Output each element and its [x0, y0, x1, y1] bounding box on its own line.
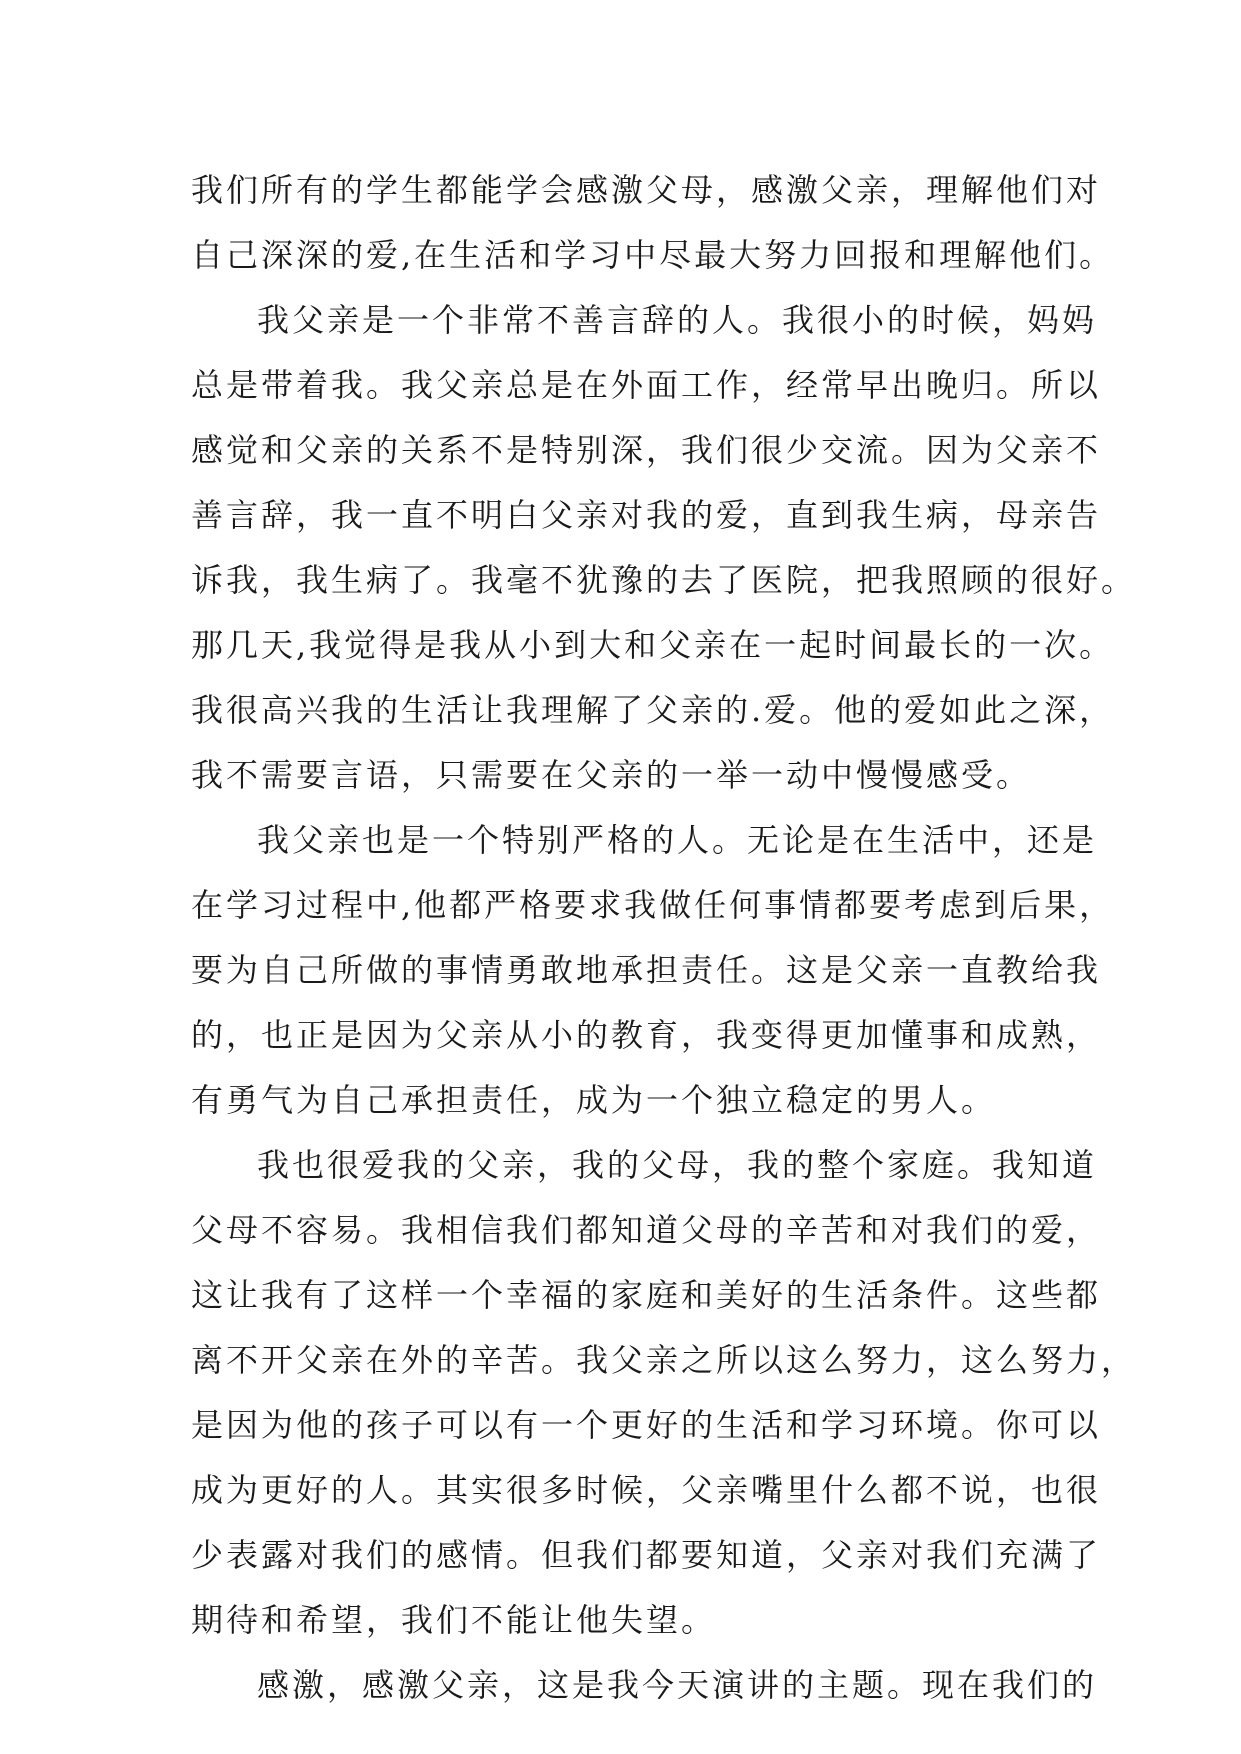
text-line: 诉我，我生病了。我毫不犹豫的去了医院，把我照顾的很好。: [191, 561, 1137, 599]
paragraph-first-line: 感激，感激父亲，这是我今天演讲的主题。现在我们的: [257, 1666, 1098, 1704]
text-line: 的，也正是因为父亲从小的教育，我变得更加懂事和成熟，: [191, 1016, 1102, 1054]
text-line: 总是带着我。我父亲总是在外面工作，经常早出晚归。所以: [191, 366, 1102, 404]
text-line: 我们所有的学生都能学会感激父母，感激父亲，理解他们对: [191, 171, 1102, 209]
text-line: 感觉和父亲的关系不是特别深，我们很少交流。因为父亲不: [191, 431, 1102, 469]
paragraph-first-line: 我父亲也是一个特别严格的人。无论是在生活中，还是: [257, 821, 1098, 859]
text-line: 那几天,我觉得是我从小到大和父亲在一起时间最长的一次。: [191, 626, 1115, 664]
body-text: [191, 158, 1137, 1718]
text-line: 要为自己所做的事情勇敢地承担责任。这是父亲一直教给我: [191, 951, 1102, 989]
text-line: 善言辞，我一直不明白父亲对我的爱，直到我生病，母亲告: [191, 496, 1102, 534]
text-line: 父母不容易。我相信我们都知道父母的辛苦和对我们的爱，: [191, 1211, 1102, 1249]
text-line: 少表露对我们的感情。但我们都要知道，父亲对我们充满了: [191, 1536, 1102, 1574]
text-line: 自己深深的爱,在生活和学习中尽最大努力回报和理解他们。: [191, 236, 1115, 274]
paragraph-first-line: 我父亲是一个非常不善言辞的人。我很小的时候，妈妈: [257, 301, 1098, 339]
text-line: 离不开父亲在外的辛苦。我父亲之所以这么努力，这么努力，: [191, 1341, 1137, 1379]
text-line: 是因为他的孩子可以有一个更好的生活和学习环境。你可以: [191, 1406, 1102, 1444]
text-line: 我不需要言语，只需要在父亲的一举一动中慢慢感受。: [191, 756, 1032, 794]
text-line: 我很高兴我的生活让我理解了父亲的.爱。他的爱如此之深，: [191, 691, 1115, 729]
text-line: 这让我有了这样一个幸福的家庭和美好的生活条件。这些都: [191, 1276, 1102, 1314]
text-line: 期待和希望，我们不能让他失望。: [191, 1601, 717, 1639]
text-line: 在学习过程中,他都严格要求我做任何事情都要考虑到后果，: [191, 886, 1115, 924]
paragraph-first-line: 我也很爱我的父亲，我的父母，我的整个家庭。我知道: [257, 1146, 1098, 1184]
text-line: 成为更好的人。其实很多时候，父亲嘴里什么都不说，也很: [191, 1471, 1102, 1509]
text-line: 有勇气为自己承担责任，成为一个独立稳定的男人。: [191, 1081, 997, 1119]
